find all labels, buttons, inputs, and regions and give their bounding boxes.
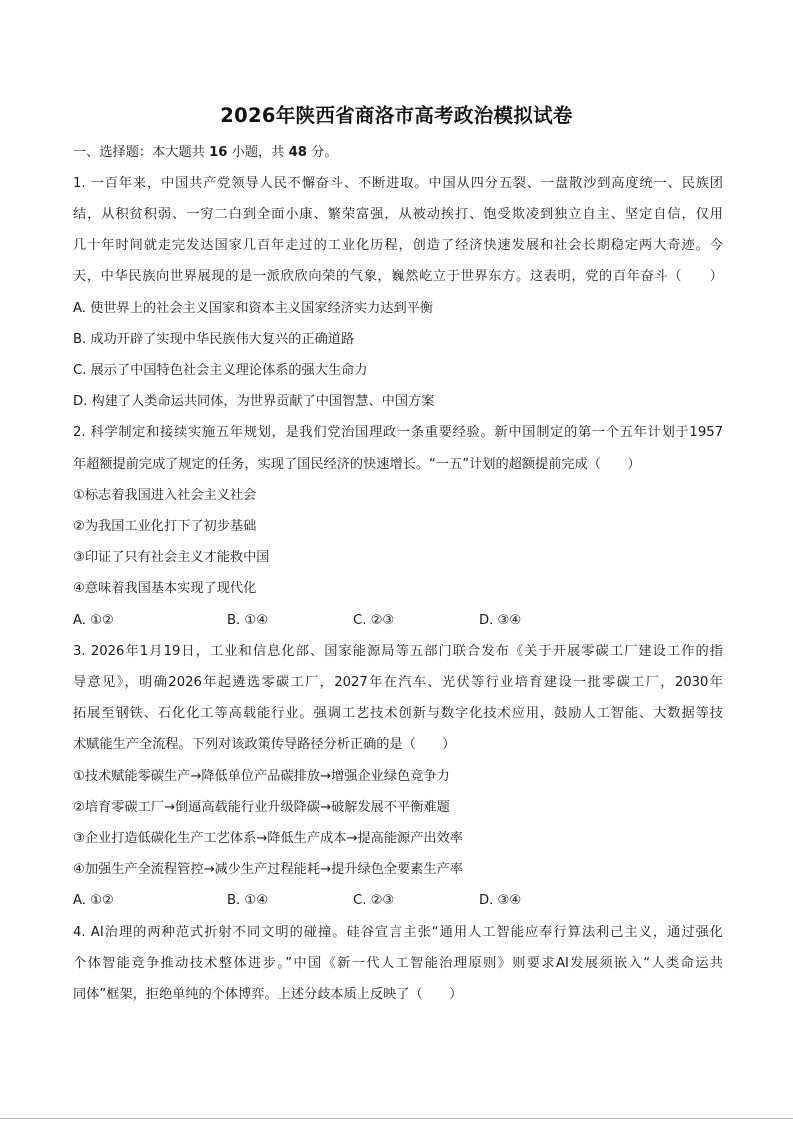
- question-3-line-4: 术赋能生产全流程。下列对该政策传导路径分析正确的是（ ）: [73, 737, 456, 752]
- question-4-line-1: 4. AI治理的两种范式折射不同文明的碰撞。硅谷宣言主张“通用人工智能应奉行算法利己主义，通过强化: [73, 925, 723, 940]
- question-2-choice-a: A. ①②: [73, 613, 114, 628]
- question-1-line-4: 天，中华民族向世界展现的是一派欣欣向荣的气象，巍然屹立于世界东方。这表明，党的百年奋斗（ ）: [73, 269, 723, 284]
- question-2-line-1: 2. 科学制定和接续实施五年规划，是我们党治国理政一条重要经验。新中国制定的第一个五年计划于1957: [73, 425, 723, 440]
- question-3-line-1: 3. 2026年1月19日，工业和信息化部、国家能源局等五部门联合发布《关于开展零碳工厂建设工作的指: [73, 644, 723, 659]
- question-2-item-1: ①标志着我国进入社会主义社会: [73, 488, 257, 503]
- question-2-choice-d: D. ③④: [479, 613, 522, 628]
- question-3-line-3: 拓展至钢铁、石化化工等高载能行业。强调工艺技术创新与数字化技术应用，鼓励人工智能、大数据等技: [73, 706, 723, 721]
- question-3-item-1: ①技术赋能零碳生产→降低单位产品碳排放→增强企业绿色竞争力: [73, 769, 450, 784]
- question-2-item-3: ③印证了只有社会主义才能救中国: [73, 550, 270, 565]
- question-2-item-4: ④意味着我国基本实现了现代化: [73, 581, 257, 596]
- question-2-choice-b: B. ①④: [227, 613, 269, 628]
- page-title: 2026年陕西省商洛市高考政治模拟试卷: [220, 104, 573, 127]
- question-4-line-3: 同体”框架，拒绝单纯的个体博弈。上述分歧本质上反映了（ ）: [73, 987, 463, 1002]
- question-2-choice-c: C. ②③: [353, 613, 395, 628]
- page-bottom-divider: [0, 1118, 793, 1119]
- question-3-choice-a: A. ①②: [73, 893, 114, 908]
- question-1-option-a: A. 使世界上的社会主义国家和资本主义国家经济实力达到平衡: [73, 301, 434, 316]
- question-3-item-3: ③企业打造低碳化生产工艺体系→降低生产成本→提高能源产出效率: [73, 831, 463, 846]
- question-4-line-2: 个体智能竞争推动技术整体进步。”中国《新一代人工智能治理原则》则要求AI发展须嵌入“人类命运共: [73, 956, 723, 971]
- question-3-item-2: ②培育零碳工厂→倒逼高载能行业升级降碳→破解发展不平衡难题: [73, 800, 450, 815]
- question-3-choice-d: D. ③④: [479, 893, 522, 908]
- section-header: 一、选择题：本大题共 16 小题，共 48 分。: [73, 145, 338, 160]
- question-1-line-1: 1. 一百年来，中国共产党领导人民不懈奋斗、不断进取。中国从四分五裂、一盘散沙到高度统一、民族团: [73, 176, 723, 191]
- question-1-line-2: 结，从积贫积弱、一穷二白到全面小康、繁荣富强，从被动挨打、饱受欺凌到独立自主、坚定自信，仅用: [73, 207, 723, 222]
- question-2-item-2: ②为我国工业化打下了初步基础: [73, 519, 257, 534]
- question-2-line-2: 年超额提前完成了规定的任务，实现了国民经济的快速增长。“一五”计划的超额提前完成（ ）: [73, 457, 641, 472]
- question-3-choice-b: B. ①④: [227, 893, 269, 908]
- question-1-option-d: D. 构建了人类命运共同体，为世界贡献了中国智慧、中国方案: [73, 394, 435, 409]
- question-3-line-2: 导意见》，明确2026年起遴选零碳工厂，2027年在汽车、光伏等行业培育建设一批零碳工厂，2030年: [73, 675, 723, 690]
- question-3-item-4: ④加强生产全流程管控→减少生产过程能耗→提升绿色全要素生产率: [73, 862, 463, 877]
- question-1-option-b: B. 成功开辟了实现中华民族伟大复兴的正确道路: [73, 332, 355, 347]
- question-1-line-3: 几十年时间就走完发达国家几百年走过的工业化历程，创造了经济快速发展和社会长期稳定两大奇迹。今: [73, 238, 723, 253]
- question-1-option-c: C. 展示了中国特色社会主义理论体系的强大生命力: [73, 363, 368, 378]
- question-3-choice-c: C. ②③: [353, 893, 395, 908]
